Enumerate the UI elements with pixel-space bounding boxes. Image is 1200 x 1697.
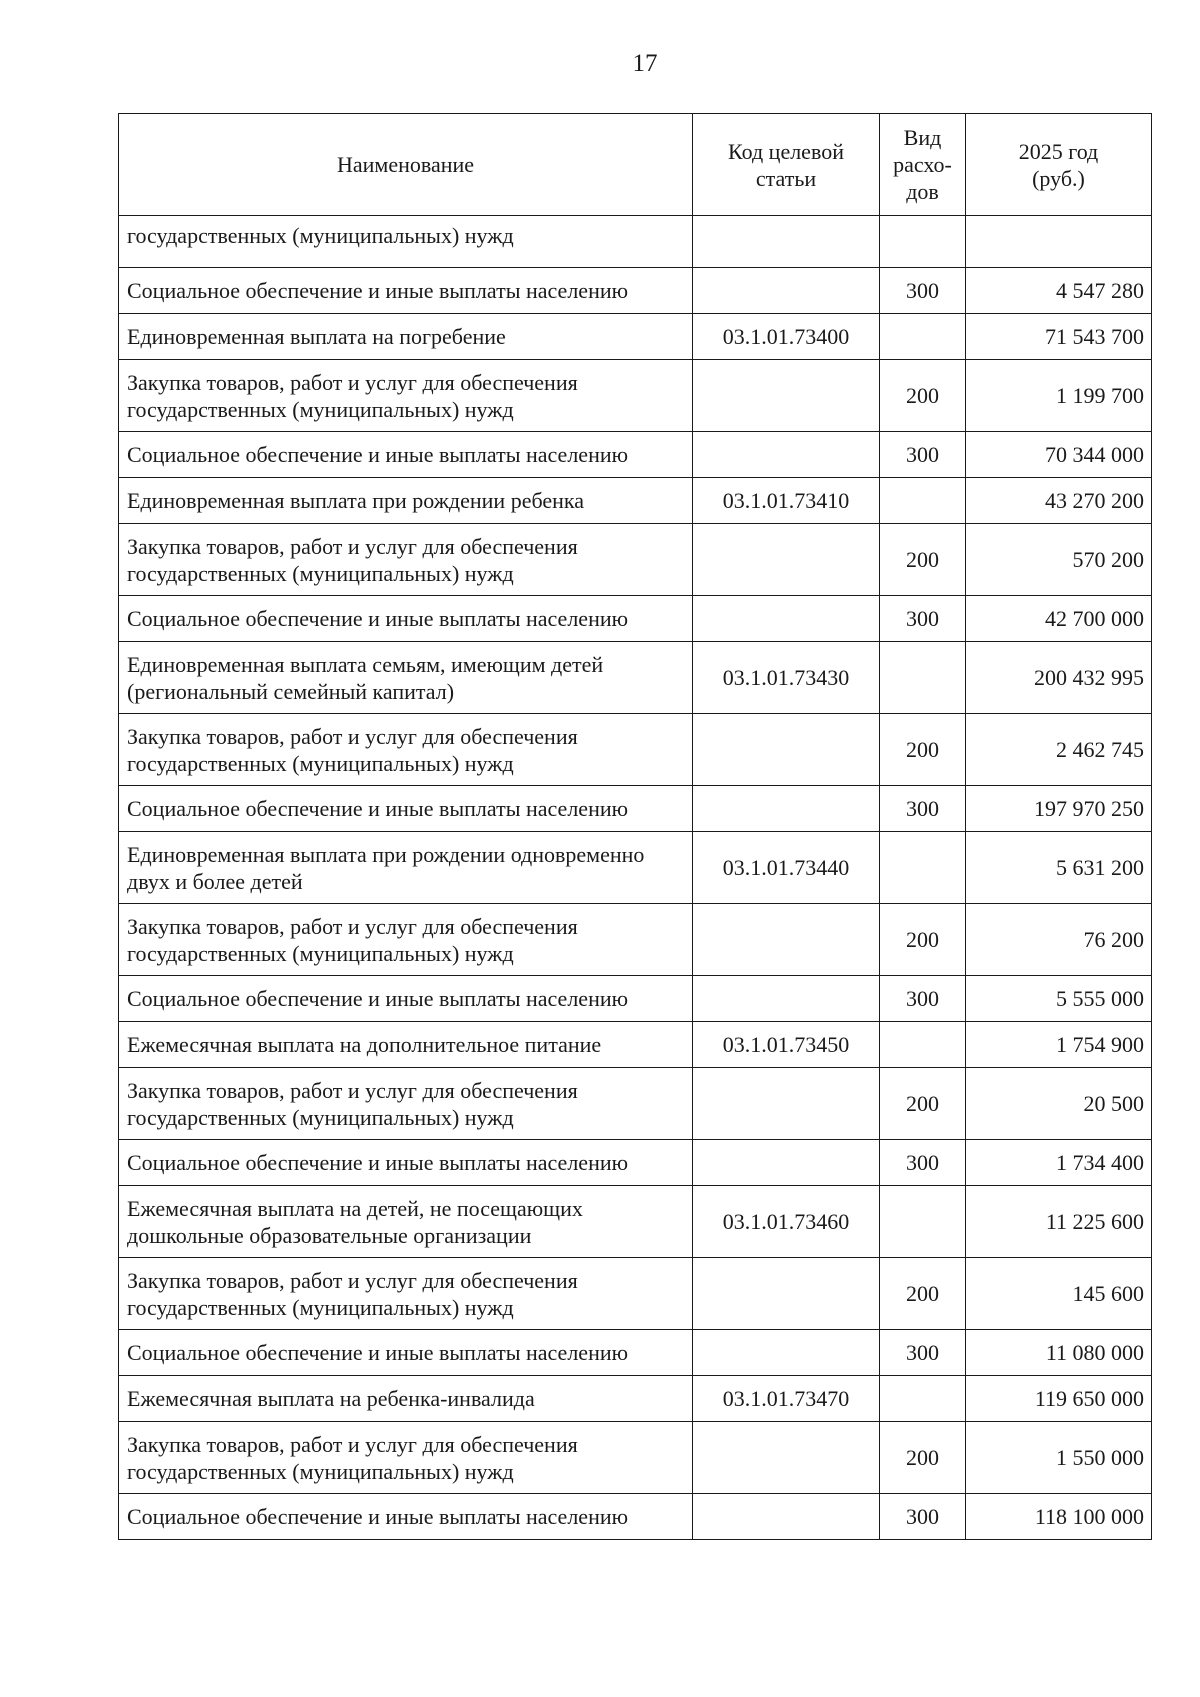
cell-code [693, 1330, 880, 1376]
cell-amount: 11 080 000 [966, 1330, 1152, 1376]
cell-amount: 200 432 995 [966, 642, 1152, 714]
cell-name: Социальное обеспечение и иные выплаты населению [119, 1330, 693, 1376]
cell-name: Закупка товаров, работ и услуг для обеспечения государственных (муниципальных) нужд [119, 904, 693, 976]
cell-amount: 1 550 000 [966, 1422, 1152, 1494]
cell-kind: 200 [880, 904, 966, 976]
cell-code [693, 714, 880, 786]
cell-name: Закупка товаров, работ и услуг для обеспечения государственных (муниципальных) нужд [119, 714, 693, 786]
cell-amount: 20 500 [966, 1068, 1152, 1140]
cell-name: Социальное обеспечение и иные выплаты населению [119, 786, 693, 832]
table-row [119, 904, 1152, 976]
cell-name: Социальное обеспечение и иные выплаты населению [119, 1140, 693, 1186]
cell-amount: 1 734 400 [966, 1140, 1152, 1186]
cell-kind: 300 [880, 1494, 966, 1540]
cell-amount: 5 631 200 [966, 832, 1152, 904]
cell-kind: 300 [880, 786, 966, 832]
cell-code [693, 976, 880, 1022]
header-code: Код целевой статьи [693, 114, 880, 216]
cell-kind: 200 [880, 360, 966, 432]
cell-kind: 300 [880, 268, 966, 314]
cell-amount: 2 462 745 [966, 714, 1152, 786]
cell-amount: 11 225 600 [966, 1186, 1152, 1258]
cell-code [693, 268, 880, 314]
cell-kind: 200 [880, 1258, 966, 1330]
table-row [119, 1140, 1152, 1186]
table-row [119, 596, 1152, 642]
cell-amount: 570 200 [966, 524, 1152, 596]
cell-amount: 1 754 900 [966, 1022, 1152, 1068]
cell-name: Единовременная выплата семьям, имеющим детей (региональный семейный капитал) [119, 642, 693, 714]
cell-name: Социальное обеспечение и иные выплаты населению [119, 596, 693, 642]
table-row [119, 268, 1152, 314]
cell-kind: 200 [880, 714, 966, 786]
table-row [119, 216, 1152, 268]
header-name: Наименование [119, 114, 693, 216]
cell-name: Социальное обеспечение и иные выплаты населению [119, 268, 693, 314]
cell-kind: 300 [880, 1330, 966, 1376]
cell-amount: 43 270 200 [966, 478, 1152, 524]
cell-kind [880, 642, 966, 714]
cell-amount [966, 216, 1152, 268]
cell-amount: 71 543 700 [966, 314, 1152, 360]
cell-code [693, 1422, 880, 1494]
cell-amount: 4 547 280 [966, 268, 1152, 314]
cell-kind: 200 [880, 1422, 966, 1494]
cell-amount: 197 970 250 [966, 786, 1152, 832]
cell-name: Закупка товаров, работ и услуг для обеспечения государственных (муниципальных) нужд [119, 360, 693, 432]
cell-code [693, 524, 880, 596]
cell-name: Социальное обеспечение и иные выплаты населению [119, 1494, 693, 1540]
cell-code [693, 1494, 880, 1540]
cell-code [693, 786, 880, 832]
cell-name: Закупка товаров, работ и услуг для обеспечения государственных (муниципальных) нужд [119, 1258, 693, 1330]
cell-code [693, 596, 880, 642]
header-kind: Вид расхо-дов [880, 114, 966, 216]
header-year: 2025 год (руб.) [966, 114, 1152, 216]
cell-code: 03.1.01.73430 [693, 642, 880, 714]
cell-code [693, 1068, 880, 1140]
cell-amount: 118 100 000 [966, 1494, 1152, 1540]
cell-amount: 145 600 [966, 1258, 1152, 1330]
cell-kind: 300 [880, 1140, 966, 1186]
table-row [119, 1258, 1152, 1330]
cell-amount: 119 650 000 [966, 1376, 1152, 1422]
table-header-row [119, 114, 1152, 216]
page-number: 17 [632, 50, 658, 77]
cell-code: 03.1.01.73410 [693, 478, 880, 524]
cell-code: 03.1.01.73400 [693, 314, 880, 360]
cell-kind [880, 314, 966, 360]
cell-kind: 200 [880, 524, 966, 596]
cell-kind [880, 1376, 966, 1422]
cell-kind [880, 478, 966, 524]
cell-kind [880, 1022, 966, 1068]
cell-kind [880, 832, 966, 904]
table-row [119, 714, 1152, 786]
cell-kind: 300 [880, 976, 966, 1022]
cell-kind [880, 216, 966, 268]
cell-amount: 70 344 000 [966, 432, 1152, 478]
cell-amount: 1 199 700 [966, 360, 1152, 432]
cell-amount: 42 700 000 [966, 596, 1152, 642]
cell-amount: 5 555 000 [966, 976, 1152, 1022]
cell-code [693, 216, 880, 268]
cell-name: Закупка товаров, работ и услуг для обеспечения государственных (муниципальных) нужд [119, 1422, 693, 1494]
table-row [119, 976, 1152, 1022]
cell-code [693, 1258, 880, 1330]
table-row [119, 1022, 1152, 1068]
cell-code [693, 904, 880, 976]
cell-kind: 300 [880, 596, 966, 642]
cell-name: Социальное обеспечение и иные выплаты населению [119, 976, 693, 1022]
cell-code: 03.1.01.73450 [693, 1022, 880, 1068]
cell-code: 03.1.01.73470 [693, 1376, 880, 1422]
table-row [119, 1376, 1152, 1422]
table-row [119, 1186, 1152, 1258]
table-row [119, 432, 1152, 478]
cell-code [693, 1140, 880, 1186]
table-row [119, 832, 1152, 904]
table-row [119, 314, 1152, 360]
table-row [119, 786, 1152, 832]
cell-name: государственных (муниципальных) нужд [119, 216, 693, 268]
cell-name: Ежемесячная выплата на детей, не посещающих дошкольные образовательные организации [119, 1186, 693, 1258]
cell-name: Ежемесячная выплата на дополнительное питание [119, 1022, 693, 1068]
table-row [119, 1330, 1152, 1376]
cell-kind: 300 [880, 432, 966, 478]
cell-kind [880, 1186, 966, 1258]
table-row [119, 360, 1152, 432]
cell-code [693, 432, 880, 478]
table-row [119, 1068, 1152, 1140]
table-row [119, 642, 1152, 714]
cell-name: Ежемесячная выплата на ребенка-инвалида [119, 1376, 693, 1422]
table-row [119, 524, 1152, 596]
cell-code [693, 360, 880, 432]
cell-name: Закупка товаров, работ и услуг для обеспечения государственных (муниципальных) нужд [119, 1068, 693, 1140]
cell-amount: 76 200 [966, 904, 1152, 976]
cell-name: Единовременная выплата на погребение [119, 314, 693, 360]
table-row [119, 1422, 1152, 1494]
cell-name: Закупка товаров, работ и услуг для обеспечения государственных (муниципальных) нужд [119, 524, 693, 596]
table-row [119, 1494, 1152, 1540]
cell-code: 03.1.01.73460 [693, 1186, 880, 1258]
cell-code: 03.1.01.73440 [693, 832, 880, 904]
cell-name: Единовременная выплата при рождении одновременно двух и более детей [119, 832, 693, 904]
cell-name: Единовременная выплата при рождении ребенка [119, 478, 693, 524]
cell-kind: 200 [880, 1068, 966, 1140]
budget-table [118, 113, 1152, 1540]
cell-name: Социальное обеспечение и иные выплаты населению [119, 432, 693, 478]
table-row [119, 478, 1152, 524]
